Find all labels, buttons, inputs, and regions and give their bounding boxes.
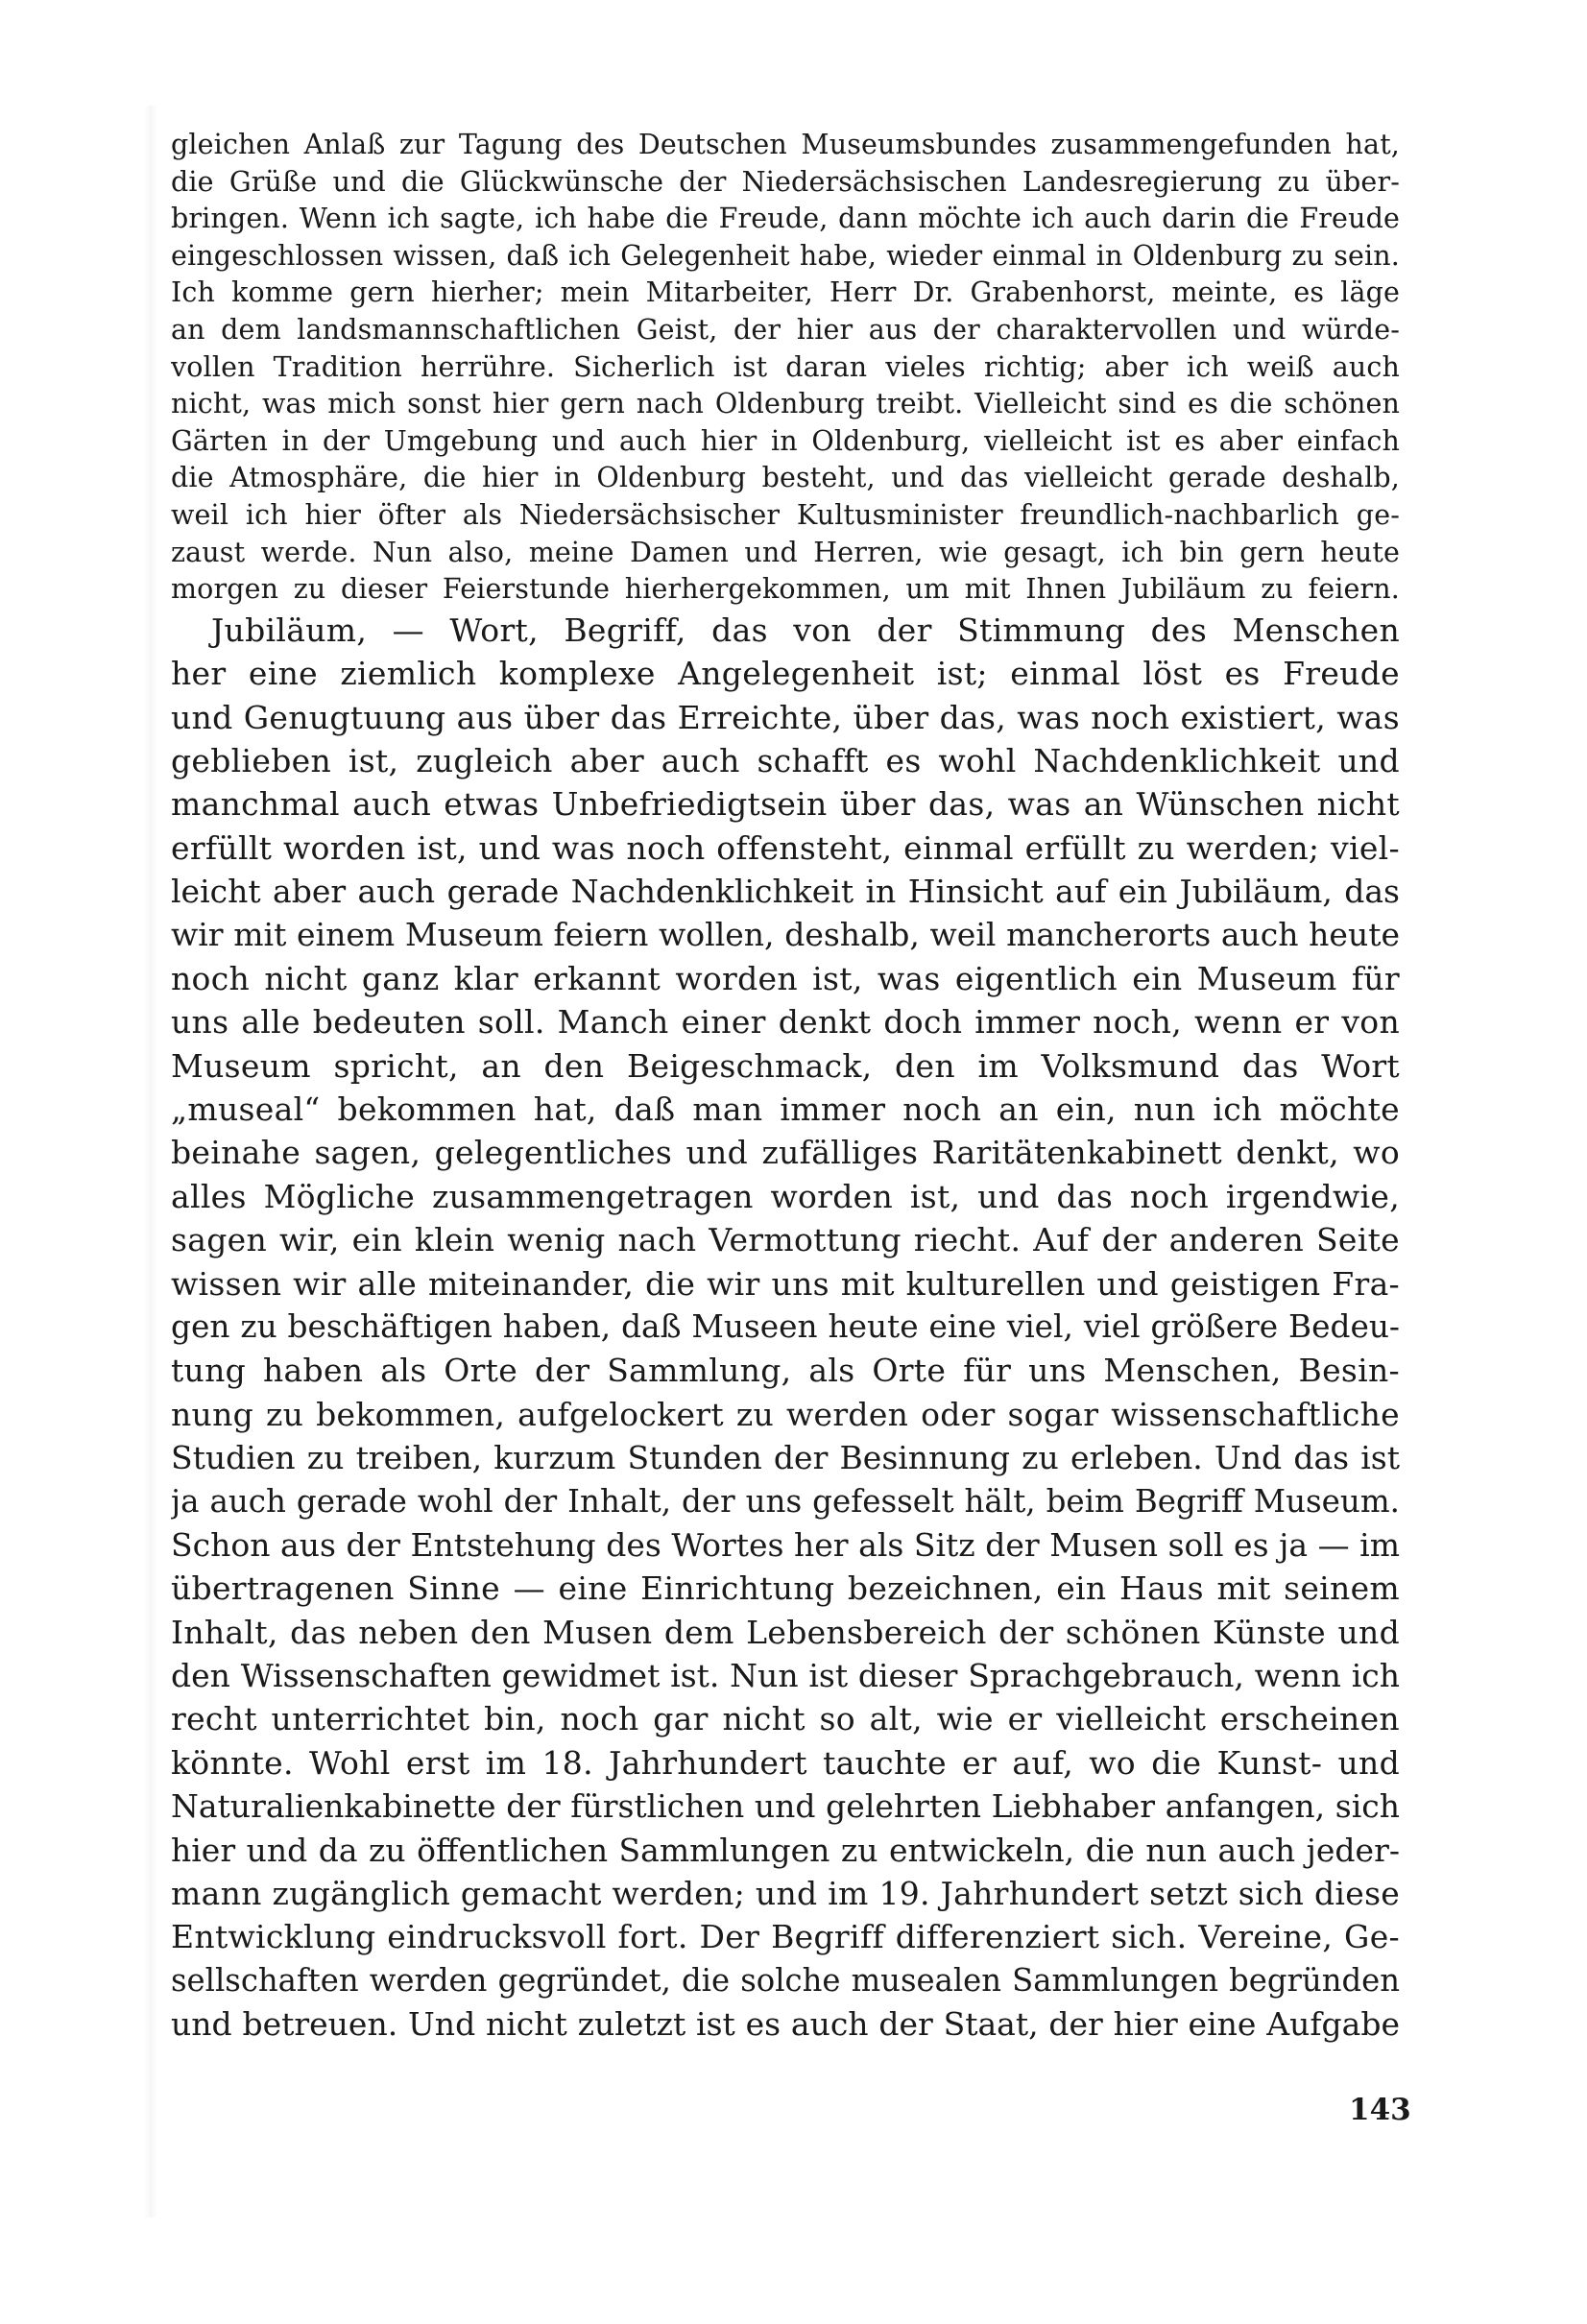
text-line: zaust werde. Nun also, meine Damen und Herren, wie gesagt, ich bin gern heute <box>171 536 1400 568</box>
text-line: Entwicklung eindrucksvoll fort. Der Begriff differenziert sich. Vereine, Ge- <box>171 1918 1400 1956</box>
text-line: morgen zu dieser Feierstunde hierhergekommen, um mit Ihnen Jubiläum zu feiern. <box>171 573 1400 606</box>
text-line: her eine ziemlich komplexe Angelegenheit ist; einmal löst es Freude <box>171 655 1400 693</box>
text-line: nicht, was mich sonst hier gern nach Oldenburg treibt. Vielleicht sind es die schönen <box>171 388 1400 420</box>
text-line: hier und da zu öffentlichen Sammlungen zu entwickeln, die nun auch jeder- <box>171 1831 1400 1869</box>
text-line: sellschaften werden gegründet, die solche musealen Sammlungen begründen <box>171 1961 1400 1999</box>
text-line: vollen Tradition herrühre. Sicherlich ist daran vieles richtig; aber ich weiß auch <box>171 350 1400 383</box>
text-line: Schon aus der Entstehung des Wortes her als Sitz der Musen soll es ja — im <box>171 1525 1400 1564</box>
text-line: eingeschlossen wissen, daß ich Gelegenheit habe, wieder einmal in Oldenburg zu sein. <box>171 239 1400 272</box>
text-line: nung zu bekommen, aufgelockert zu werden oder sogar wissenschaftliche <box>171 1395 1400 1433</box>
text-line: die Grüße und die Glückwünsche der Niedersächsischen Landesregierung zu über- <box>171 165 1400 198</box>
text-line: erfüllt worden ist, und was noch offensteht, einmal erfüllt zu werden; viel- <box>171 828 1400 867</box>
text-line: beinahe sagen, gelegentliches und zufälliges Raritätenkabinett denkt, wo <box>171 1134 1400 1172</box>
text-line: Naturalienkabinette der fürstlichen und gelehrten Liebhaber anfangen, sich <box>171 1787 1400 1826</box>
text-line: alles Mögliche zusammengetragen worden ist, und das noch irgendwie, <box>171 1177 1400 1215</box>
text-line: die Atmosphäre, die hier in Oldenburg besteht, und das vielleicht gerade deshalb, <box>171 462 1400 494</box>
text-line: Inhalt, das neben den Musen dem Lebensbereich der schönen Künste und <box>171 1613 1400 1651</box>
text-line: leicht aber auch gerade Nachdenklichkeit in Hinsicht auf ein Jubiläum, das <box>171 873 1400 911</box>
text-line: wissen wir alle miteinander, die wir uns mit kulturellen und geistigen Fra- <box>171 1264 1400 1303</box>
text-line: noch nicht ganz klar erkannt worden ist, was eigentlich ein Museum für <box>171 959 1400 997</box>
text-line: Studien zu treiben, kurzum Stunden der Besinnung zu erleben. Und das ist <box>171 1439 1400 1477</box>
paragraph-1 <box>171 127 1400 609</box>
text-line: ja auch gerade wohl der Inhalt, der uns gefesselt hält, beim Begriff Museum. <box>171 1482 1400 1520</box>
text-line: und Genugtuung aus über das Erreichte, über das, was noch existiert, was <box>171 698 1400 736</box>
text-line: Jubiläum, — Wort, Begriff, das von der Stimmung des Menschen <box>211 611 1400 649</box>
text-line: uns alle bedeuten soll. Manch einer denkt doch immer noch, wenn er von <box>171 1003 1400 1042</box>
text-line: bringen. Wenn ich sagte, ich habe die Freude, dann möchte ich auch darin die Freude <box>171 203 1400 235</box>
text-line: Museum spricht, an den Beigeschmack, den im Volksmund das Wort <box>171 1046 1400 1085</box>
text-line: tung haben als Orte der Sammlung, als Orte für uns Menschen, Besin- <box>171 1352 1400 1390</box>
text-line: könnte. Wohl erst im 18. Jahrhundert tauchte er auf, wo die Kunst- und <box>171 1743 1400 1782</box>
text-line: gleichen Anlaß zur Tagung des Deutschen Museumsbundes zusammengefunden hat, <box>171 129 1400 160</box>
text-line: übertragenen Sinne — eine Einrichtung bezeichnen, ein Haus mit seinem <box>171 1569 1400 1608</box>
scan-page-edge <box>144 106 157 2217</box>
text-line: „museal“ bekommen hat, daß man immer noch an ein, nun ich möchte <box>171 1090 1400 1129</box>
text-line: weil ich hier öfter als Niedersächsischer Kultusminister freundlich-nachbarlich ge- <box>171 498 1400 531</box>
text-line: an dem landsmannschaftlichen Geist, der hier aus der charaktervollen und würde- <box>171 313 1400 346</box>
text-line: Ich komme gern hierher; mein Mitarbeiter, Herr Dr. Grabenhorst, meinte, es läge <box>171 276 1400 309</box>
text-line: den Wissenschaften gewidmet ist. Nun ist dieser Sprachgebrauch, wenn ich <box>171 1657 1400 1695</box>
text-line: manchmal auch etwas Unbefriedigtsein über das, was an Wünschen nicht <box>171 785 1400 824</box>
text-line: recht unterrichtet bin, noch gar nicht so alt, wie er vielleicht erscheinen <box>171 1700 1400 1738</box>
text-line: und betreuen. Und nicht zuletzt ist es auch der Staat, der hier eine Aufgabe <box>171 2005 1400 2044</box>
page-number: 143 <box>1349 2093 1411 2127</box>
paragraph-2 <box>171 609 1400 2047</box>
text-line: gen zu beschäftigen haben, daß Museen heute eine viel, viel größere Bedeu- <box>171 1307 1400 1345</box>
text-line: Gärten in der Umgebung und auch hier in Oldenburg, vielleicht ist es aber einfach <box>171 424 1400 457</box>
text-line: mann zugänglich gemacht werden; und im 19. Jahrhundert setzt sich diese <box>171 1875 1400 1913</box>
text-line: wir mit einem Museum feiern wollen, deshalb, weil mancherorts auch heute <box>171 916 1400 954</box>
text-line: geblieben ist, zugleich aber auch schafft es wohl Nachdenklichkeit und <box>171 741 1400 779</box>
page-text <box>171 127 1400 2047</box>
text-line: sagen wir, ein klein wenig nach Vermottung riecht. Auf der anderen Seite <box>171 1221 1400 1259</box>
